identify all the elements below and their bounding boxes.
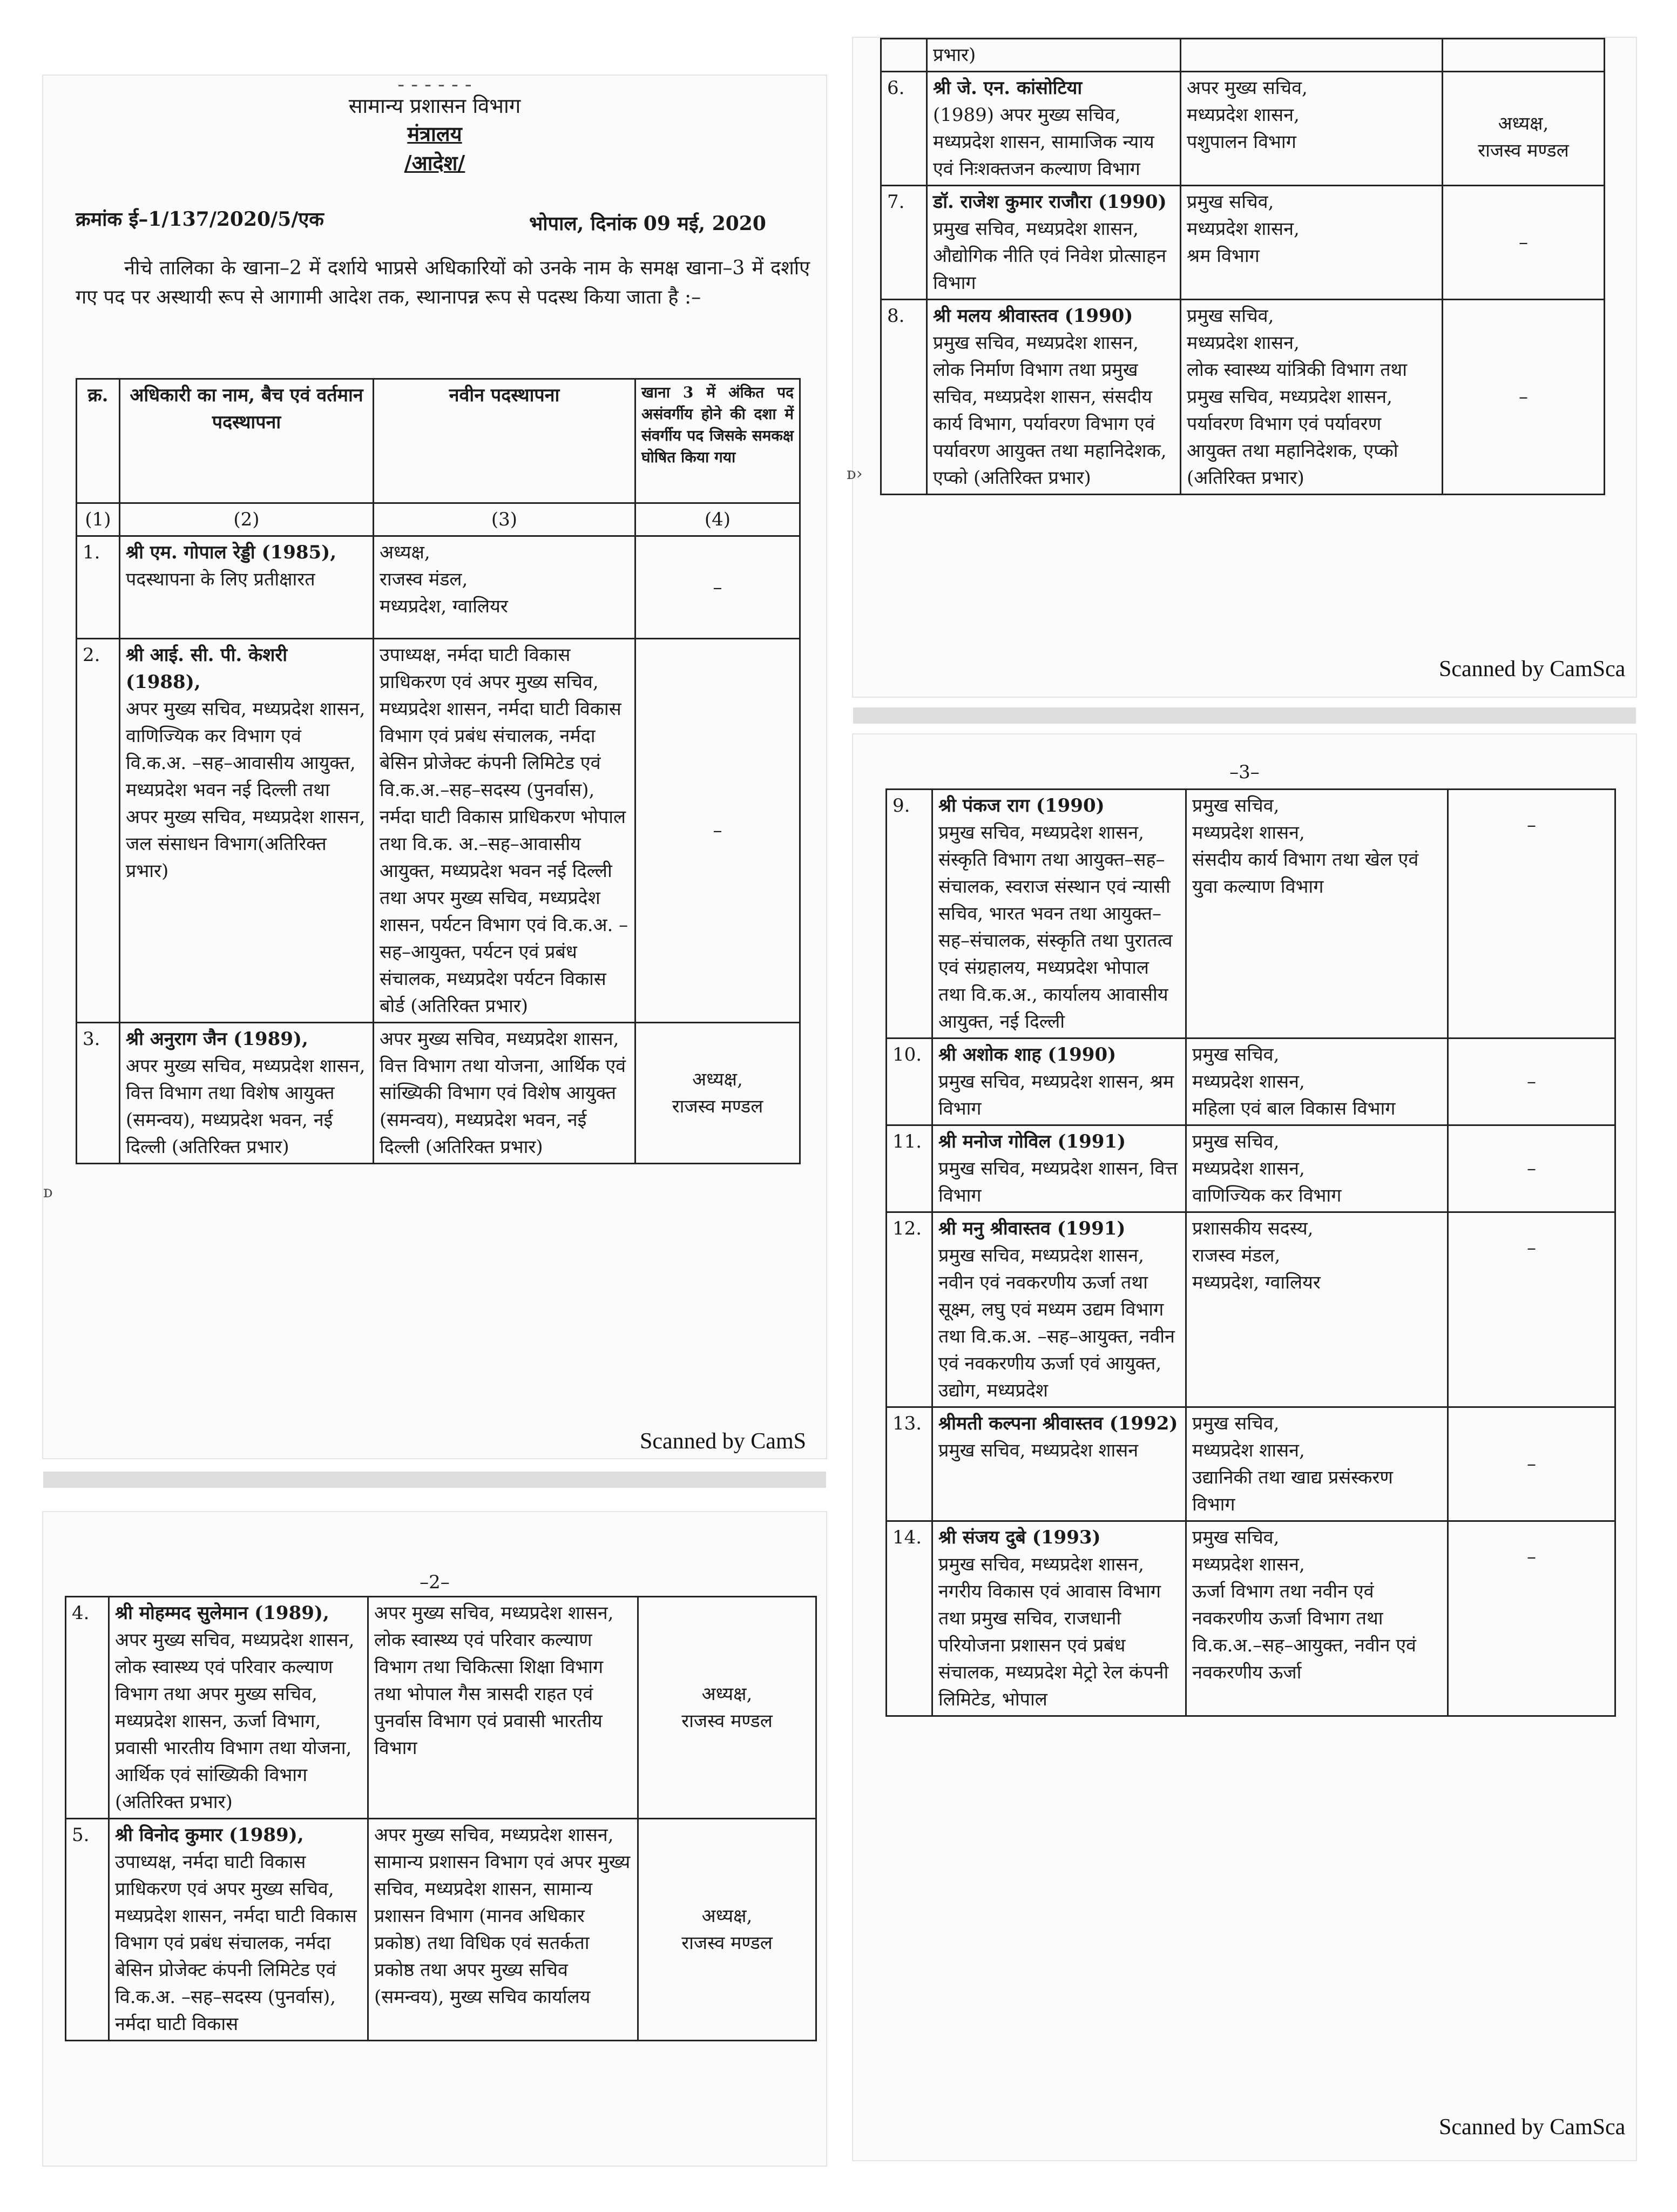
new-posting: प्रमुख सचिव, मध्यप्रदेश शासन, श्रम विभाग: [1181, 186, 1443, 300]
table-row: [66, 1597, 816, 1819]
col-num-3: (3): [374, 503, 635, 536]
officer-cell: [927, 72, 1181, 186]
officer-name: श्री मलय श्रीवास्तव (1990): [933, 305, 1133, 327]
row-number: 4.: [66, 1597, 109, 1819]
row-number: 13.: [887, 1407, 932, 1521]
table-row-fragment: [881, 39, 1605, 72]
scan-page-2: [43, 1512, 826, 2166]
order-title: [43, 149, 826, 177]
new-posting: प्रमुख सचिव, मध्यप्रदेश शासन, वाणिज्यिक कर विभाग: [1186, 1125, 1448, 1212]
ministry-label: मंत्रालय: [407, 122, 462, 146]
table-row: [77, 536, 800, 639]
ministry-title: [43, 120, 826, 148]
equivalent-post: अध्यक्ष, राजस्व मण्डल: [635, 1023, 800, 1164]
table-row: [881, 300, 1605, 495]
officer-cell: [120, 1023, 374, 1164]
row-number: 1.: [77, 536, 120, 639]
posting-table-page-3b: [885, 788, 1616, 1717]
new-posting: उपाध्यक्ष, नर्मदा घाटी विकास प्राधिकरण एवं अपर मुख्य सचिव, मध्यप्रदेश शासन, नर्मदा घाटी विकास विभाग एवं प्रबंध संचालक, नर्मदा बेसिन प्रोजेक्ट कंपनी लिमिटेड एवं वि.क.अ.–सह–सदस्य (पुनर्वास), नर्मदा घाटी विकास प्राधिकरण भोपाल तथा वि.क. अ.–सह–आवासीय आयुक्त, मध्यप्रदेश भवन नई दिल्ली तथा अपर मुख्य सचिव, मध्यप्रदेश शासन, पर्यटन विभाग एवं वि.क.अ. –सह–आयुक्त, पर्यटन एवं प्रबंध संचालक, मध्यप्रदेश पर्यटन विकास बोर्ड (अतिरिक्त प्रभार): [374, 639, 635, 1023]
new-posting: अपर मुख्य सचिव, मध्यप्रदेश शासन, वित्त विभाग तथा योजना, आर्थिक एवं सांख्यिकी विभाग एवं विशेष आयुक्त (समन्वय), मध्यप्रदेश भवन, नई दिल्ली (अतिरिक्त प्रभार): [374, 1023, 635, 1164]
row-number: 9.: [887, 790, 932, 1038]
table-row: [887, 1125, 1615, 1212]
officer-cell: [120, 536, 374, 639]
new-posting: प्रमुख सचिव, मध्यप्रदेश शासन, लोक स्वास्थ्य यांत्रिकी विभाग तथा प्रमुख सचिव, मध्यप्रदेश शासन, पर्यावरण विभाग एवं पर्यावरण आयुक्त तथा महानिदेशक, एप्को (अतिरिक्त प्रभार): [1181, 300, 1443, 495]
posting-table-page-2: [65, 1596, 817, 2041]
table-row: [887, 1212, 1615, 1407]
page-number: –3–: [1229, 761, 1260, 783]
officer-name: श्री जे. एन. कांसोटिया: [933, 77, 1083, 99]
table-row: [881, 72, 1605, 186]
row-number: 3.: [77, 1023, 120, 1164]
officer-cell: [932, 1038, 1186, 1125]
row-number: 8.: [881, 300, 927, 495]
equivalent-post: –: [635, 536, 800, 639]
separator-band-right: [853, 707, 1636, 724]
table-column-number-row: [77, 503, 800, 536]
current-posting: प्रमुख सचिव, मध्यप्रदेश शासन, वित्त विभाग: [938, 1158, 1178, 1206]
equivalent-post: –: [1448, 1407, 1615, 1521]
officer-cell: [932, 1521, 1186, 1716]
new-posting: अपर मुख्य सचिव, मध्यप्रदेश शासन, सामान्य प्रशासन विभाग एवं अपर मुख्य सचिव, मध्यप्रदेश शासन, सामान्य प्रशासन विभाग (मानव अधिकार प्रकोष्ठ) तथा विधिक एवं सतर्कता प्रकोष्ठ तथा अपर मुख्य सचिव (समन्वय), मुख्य सचिव कार्यालय: [368, 1819, 638, 2041]
officer-cell: [927, 300, 1181, 495]
new-posting: अपर मुख्य सचिव, मध्यप्रदेश शासन, लोक स्वास्थ्य एवं परिवार कल्याण विभाग तथा चिकित्सा शिक्षा विभाग तथा भोपाल गैस त्रासदी राहत एवं पुनर्वास विभाग एवं प्रवासी भारतीय विभाग: [368, 1597, 638, 1819]
place-date: भोपाल, दिनांक 09 मई, 2020: [529, 212, 766, 235]
table-row: [77, 1023, 800, 1164]
table-header-row: [77, 379, 800, 503]
current-posting: प्रमुख सचिव, मध्यप्रदेश शासन, औद्योगिक नीति एवं निवेश प्रोत्साहन विभाग: [933, 218, 1167, 294]
equivalent-post: –: [635, 639, 800, 1023]
equivalent-post: –: [1443, 300, 1605, 495]
new-posting: प्रमुख सचिव, मध्यप्रदेश शासन, महिला एवं बाल विकास विभाग: [1186, 1038, 1448, 1125]
officer-name: श्री मोहम्मद सुलेमान (1989),: [115, 1602, 329, 1624]
officer-name: श्री एम. गोपाल रेड्डी (1985),: [126, 542, 337, 563]
officer-name: श्री अनुराग जैन (1989),: [126, 1028, 308, 1050]
officer-name: डॉ. राजेश कुमार राजौरा (1990): [933, 191, 1167, 213]
officer-name: श्री विनोद कुमार (1989),: [115, 1824, 304, 1846]
current-posting: अपर मुख्य सचिव, मध्यप्रदेश शासन, वाणिज्यिक कर विभाग एवं वि.क.अ. –सह–आवासीय आयुक्त, मध्यप्रदेश भवन नई दिल्ली तथा अपर मुख्य सचिव, मध्यप्रदेश शासन, जल संसाधन विभाग(अतिरिक्त प्रभार): [126, 698, 366, 882]
header-new-posting: नवीन पदस्थापना: [374, 379, 635, 503]
current-posting: प्रमुख सचिव, मध्यप्रदेश शासन, संस्कृति विभाग तथा आयुक्त–सह–संचालक, स्वराज संस्थान एवं न्यासी सचिव, भारत भवन तथा आयुक्त–सह–संचालक, संस्कृति तथा पुरातत्व एवं संग्रहालय, मध्यप्रदेश भोपाल तथा वि.क.अ., कार्यालय आवासीय आयुक्त, नई दिल्ली: [938, 822, 1173, 1033]
scan-page-1: [43, 76, 826, 1458]
equivalent-post: –: [1448, 1038, 1615, 1125]
new-posting: प्रमुख सचिव, मध्यप्रदेश शासन, संसदीय कार्य विभाग तथा खेल एवं युवा कल्याण विभाग: [1186, 790, 1448, 1038]
row-number: 5.: [66, 1819, 109, 2041]
equivalent-post: –: [1448, 1212, 1615, 1407]
row-number: 11.: [887, 1125, 932, 1212]
equivalent-post: –: [1448, 1125, 1615, 1212]
margin-mark-right: ᴅ›: [847, 464, 863, 483]
page-number: –2–: [420, 1572, 450, 1593]
table-row: [887, 1407, 1615, 1521]
blank-cell: [881, 39, 927, 72]
current-posting: प्रमुख सचिव, मध्यप्रदेश शासन, नगरीय विकास एवं आवास विभाग तथा प्रमुख सचिव, राजधानी परियोजना प्रशासन एवं प्रबंध संचालक, मध्यप्रदेश मेट्रो रेल कंपनी लिमिटेड, भोपाल: [938, 1554, 1169, 1710]
order-label: /आदेश/: [404, 151, 465, 175]
posting-table-page-3a: [880, 38, 1605, 495]
col-num-1: (1): [77, 503, 120, 536]
officer-name: श्री पंकज राग (1990): [938, 795, 1105, 817]
new-posting: प्रमुख सचिव, मध्यप्रदेश शासन, उद्यानिकी तथा खाद्य प्रसंस्करण विभाग: [1186, 1407, 1448, 1521]
header-serial: क्र.: [77, 379, 120, 503]
officer-cell: [932, 1407, 1186, 1521]
row-number: 7.: [881, 186, 927, 300]
table-row: [77, 639, 800, 1023]
equivalent-post: –: [1443, 186, 1605, 300]
row-number: 12.: [887, 1212, 932, 1407]
blank-cell: [1181, 39, 1443, 72]
officer-name: श्री आई. सी. पी. केशरी (1988),: [126, 644, 288, 693]
current-posting: अपर मुख्य सचिव, मध्यप्रदेश शासन, लोक स्वास्थ्य एवं परिवार कल्याण विभाग तथा अपर मुख्य सचिव, मध्यप्रदेश शासन, ऊर्जा विभाग, प्रवासी भारतीय विभाग तथा योजना, आर्थिक एवं सांख्यिकी विभाग (अतिरिक्त प्रभार): [115, 1629, 355, 1813]
table-row: [66, 1819, 816, 2041]
separator-band: [43, 1472, 826, 1488]
col-num-4: (4): [635, 503, 800, 536]
posting-table-page-1: [76, 378, 801, 1164]
equivalent-post: अध्यक्ष, राजस्व मण्डल: [1443, 72, 1605, 186]
table-row: [881, 186, 1605, 300]
new-posting: अध्यक्ष, राजस्व मंडल, मध्यप्रदेश, ग्वालियर: [374, 536, 635, 639]
fragment-text: प्रभार): [927, 39, 1181, 72]
margin-mark-left: ᴅ: [43, 1183, 53, 1202]
intro-paragraph: नीचे तालिका के खाना–2 में दर्शाये भाप्रसे अधिकारियों को उनके नाम के समक्ष खाना–3 में दर्शाए गए पद पर अस्थायी रूप से आगामी आदेश तक, स्थानापन्न रूप से पदस्थ किया जाता है :–: [76, 257, 810, 308]
equivalent-post: –: [1448, 1521, 1615, 1716]
officer-cell: [927, 186, 1181, 300]
officer-cell: [120, 639, 374, 1023]
scanned-by-watermark: Scanned by CamSca: [1439, 657, 1626, 682]
current-posting: अपर मुख्य सचिव, मध्यप्रदेश शासन, वित्त विभाग तथा विशेष आयुक्त (समन्वय), मध्यप्रदेश भवन, नई दिल्ली (अतिरिक्त प्रभार): [126, 1055, 366, 1158]
scanned-by-watermark: Scanned by CamS: [640, 1429, 806, 1454]
table-row: [887, 790, 1615, 1038]
table-row: [887, 1521, 1615, 1716]
current-posting: प्रमुख सचिव, मध्यप्रदेश शासन, श्रम विभाग: [938, 1071, 1174, 1120]
top-fragment: - - - - - -: [397, 76, 472, 96]
officer-name: श्री अशोक शाह (1990): [938, 1044, 1117, 1065]
scan-page-3-continued: [853, 38, 1636, 697]
row-number: 6.: [881, 72, 927, 186]
officer-name: श्रीमती कल्पना श्रीवास्तव (1992): [938, 1413, 1178, 1434]
current-posting: (1989) अपर मुख्य सचिव, मध्यप्रदेश शासन, सामाजिक न्याय एवं निःशक्तजन कल्याण विभाग: [933, 104, 1154, 180]
officer-cell: [932, 1212, 1186, 1407]
blank-cell: [1443, 39, 1605, 72]
row-number: 14.: [887, 1521, 932, 1716]
officer-cell: [109, 1819, 368, 2041]
equivalent-post: अध्यक्ष, राजस्व मण्डल: [638, 1597, 816, 1819]
scan-page-3: [853, 734, 1636, 2160]
new-posting: प्रशासकीय सदस्य, राजस्व मंडल, मध्यप्रदेश, ग्वालियर: [1186, 1212, 1448, 1407]
equivalent-post: –: [1448, 790, 1615, 1038]
header-equivalent: खाना 3 में अंकित पद असंवर्गीय होने की दशा में संवर्गीय पद जिसके समकक्ष घोषित किया गया: [635, 379, 800, 503]
officer-name: श्री मनोज गोविल (1991): [938, 1131, 1126, 1152]
header-officer: अधिकारी का नाम, बैच एवं वर्तमान पदस्थापना: [120, 379, 374, 503]
row-number: 2.: [77, 639, 120, 1023]
officer-name: श्री मनु श्रीवास्तव (1991): [938, 1218, 1126, 1239]
officer-name: श्री संजय दुबे (1993): [938, 1527, 1101, 1548]
new-posting: प्रमुख सचिव, मध्यप्रदेश शासन, ऊर्जा विभाग तथा नवीन एवं नवकरणीय ऊर्जा विभाग तथा वि.क.अ.–सह–आयुक्त, नवीन एवं नवकरणीय ऊर्जा: [1186, 1521, 1448, 1716]
current-posting: प्रमुख सचिव, मध्यप्रदेश शासन, नवीन एवं नवकरणीय ऊर्जा तथा सूक्ष्म, लघु एवं मध्यम उद्यम विभाग तथा वि.क.अ. –सह–आयुक्त, नवीन एवं नवकरणीय ऊर्जा एवं आयुक्त, उद्योग, मध्यप्रदेश: [938, 1245, 1175, 1401]
col-num-2: (2): [120, 503, 374, 536]
officer-cell: [932, 1125, 1186, 1212]
current-posting: प्रमुख सचिव, मध्यप्रदेश शासन, लोक निर्माण विभाग तथा प्रमुख सचिव, मध्यप्रदेश शासन, संसदीय कार्य विभाग, पर्यावरण विभाग एवं पर्यावरण आयुक्त तथा महानिदेशक, एप्को (अतिरिक्त प्रभार): [933, 332, 1167, 489]
order-number: क्रमांक ई–1/137/2020/5/एक: [76, 208, 324, 231]
new-posting: अपर मुख्य सचिव, मध्यप्रदेश शासन, पशुपालन विभाग: [1181, 72, 1443, 186]
table-row: [887, 1038, 1615, 1125]
department-title: सामान्य प्रशासन विभाग: [348, 94, 521, 118]
current-posting: उपाध्यक्ष, नर्मदा घाटी विकास प्राधिकरण एवं अपर मुख्य सचिव, मध्यप्रदेश शासन, नर्मदा घाटी विकास विभाग एवं प्रबंध संचालक, नर्मदा बेसिन प्रोजेक्ट कंपनी लिमिटेड एवं वि.क.अ. –सह–सदस्य (पुनर्वास), नर्मदा घाटी विकास: [115, 1851, 357, 2035]
equivalent-post: अध्यक्ष, राजस्व मण्डल: [638, 1819, 816, 2041]
current-posting: प्रमुख सचिव, मध्यप्रदेश शासन: [938, 1440, 1139, 1461]
officer-cell: [932, 790, 1186, 1038]
officer-cell: [109, 1597, 368, 1819]
current-posting: पदस्थापना के लिए प्रतीक्षारत: [126, 569, 315, 590]
scanned-by-watermark: Scanned by CamSca: [1439, 2115, 1626, 2140]
row-number: 10.: [887, 1038, 932, 1125]
